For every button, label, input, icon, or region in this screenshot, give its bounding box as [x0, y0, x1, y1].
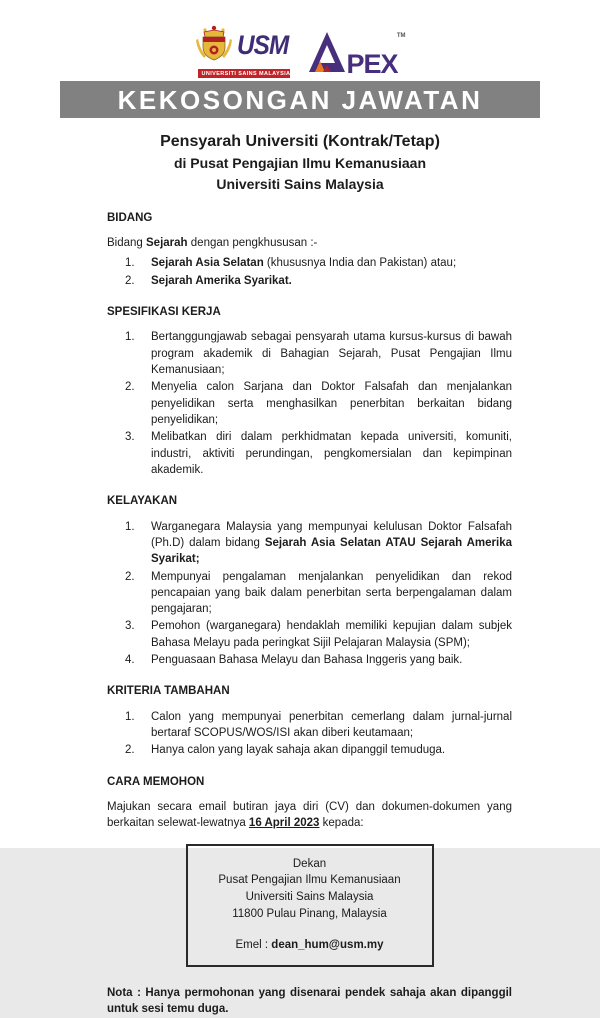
apex-trademark: TM [396, 33, 406, 39]
position-title: Pensyarah Universiti (Kontrak/Tetap) [160, 133, 440, 150]
bidang-intro-pre: Bidang [107, 236, 147, 249]
application-instructions [107, 799, 512, 832]
section-heading-bidang: BIDANG [107, 211, 153, 224]
item-text-bold: Sejarah Asia Selatan [151, 257, 264, 270]
section-heading-kelayakan: KELAYAKAN [107, 495, 178, 508]
item-text [151, 519, 512, 568]
address-box [186, 844, 434, 967]
contact-email-line [196, 937, 424, 954]
item-number: 4. [125, 654, 135, 667]
list-item [107, 273, 512, 289]
item-number: 3. [125, 431, 135, 444]
item-number: 1. [125, 520, 135, 533]
address-university: Universiti Sains Malaysia [245, 891, 374, 904]
application-deadline: 16 April 2023 [248, 817, 320, 830]
item-text: Penguasaan Bahasa Melayu dan Bahasa Inggeris yang baik. [151, 654, 463, 667]
shortlist-note: Nota : Hanya permohonan yang disenarai pendek sahaja akan dipanggil untuk sesi temu duga. [107, 987, 512, 1016]
item-number: 2. [125, 570, 135, 583]
section-heading-kriteria: KRITERIA TAMBAHAN [107, 685, 230, 698]
item-text-rest: (khususnya India dan Pakistan) atau; [263, 257, 457, 270]
item-text-pre: Warganegara Malaysia yang mempunyai kelulusan Doktor Falsafah (Ph.D) dalam bidang [151, 520, 512, 549]
item-text: Melibatkan diri dalam perkhidmatan kepada universiti, komuniti, industri, aktiviti perundingan, pengkomersialan dan kepimpinan akademik. [151, 431, 512, 476]
address-recipient: Dekan [292, 857, 327, 870]
list-item [107, 709, 512, 742]
item-text: Calon yang mempunyai penerbitan cemerlang dalam jurnal-jurnal bertaraf SCOPUS/WOS/ISI akan diberi keutamaan; [151, 710, 512, 740]
usm-crest-icon [194, 23, 234, 68]
item-text: Hanya calon yang layak sahaja akan dipanggil temuduga. [151, 744, 446, 757]
list-item [107, 329, 512, 378]
item-text: Bertanggungjawab sebagai pensyarah utama kursus-kursus di bawah program akademik di Bahagian Sejarah, Pusat Pengajian Ilmu Kemanusiaan; [151, 331, 512, 376]
kelayakan-list [107, 519, 512, 669]
list-item [107, 255, 512, 271]
university-name: Universiti Sains Malaysia [216, 175, 384, 192]
item-text: Mempunyai pengalaman menjalankan penyelidikan dan rekod pencapaian yang baik dalam penerbitan serta berpengalaman dalam pengajaran; [151, 570, 512, 616]
item-number: 1. [125, 257, 135, 270]
header-logos [0, 0, 600, 78]
list-item [107, 519, 512, 568]
document-body [0, 210, 600, 1018]
section-heading-spesifikasi: SPESIFIKASI KERJA [107, 305, 221, 318]
school-name: di Pusat Pengajian Ilmu Kemanusiaan [173, 154, 427, 171]
apex-logo [308, 31, 405, 78]
kriteria-list [107, 709, 512, 759]
bidang-intro [107, 235, 512, 251]
usm-acronym-text: USM [237, 29, 289, 60]
usm-caption: UNIVERSITI SAINS MALAYSIA [198, 69, 290, 79]
item-number: 2. [125, 381, 135, 394]
item-number: 3. [125, 620, 135, 633]
address-city: 11800 Pulau Pinang, Malaysia [232, 907, 387, 920]
list-item [107, 652, 512, 668]
instructions-pre: Majukan secara email butiran jaya diri (CV) dan dokumen-dokumen yang berkaitan selewat-lewatnya [107, 801, 512, 830]
vacancy-banner: KEKOSONGAN JAWATAN [60, 81, 540, 118]
item-text [151, 255, 512, 271]
list-item [107, 569, 512, 618]
email-label: Emel : [235, 939, 272, 952]
list-item [107, 618, 512, 651]
title-block [0, 131, 600, 195]
item-text-bold: Sejarah Asia Selatan ATAU Sejarah Amerika Syarikat; [151, 536, 512, 566]
address-school: Pusat Pengajian Ilmu Kemanusiaan [218, 874, 401, 887]
item-text [151, 273, 512, 289]
section-heading-cara-memohon: CARA MEMOHON [107, 775, 205, 788]
list-item [107, 429, 512, 478]
instructions-post: kepada: [319, 817, 364, 830]
spesifikasi-list [107, 329, 512, 478]
item-number: 1. [125, 710, 135, 723]
apex-letters: PEX [346, 49, 398, 80]
item-number: 2. [125, 274, 135, 287]
bidang-list [107, 255, 512, 289]
item-text-bold: Sejarah Amerika Syarikat. [151, 274, 292, 287]
list-item [107, 379, 512, 428]
bidang-intro-bold: Sejarah [146, 236, 188, 249]
item-text: Pemohon (warganegara) hendaklah memiliki kepujian dalam subjek Bahasa Melayu pada peringkat Sijil Pelajaran Malaysia (SPM); [151, 620, 512, 649]
item-number: 1. [125, 331, 135, 344]
apex-triangle-icon [308, 31, 346, 78]
item-text: Menyelia calon Sarjana dan Doktor Falsafah dan menjalankan penyelidikan serta menghasilkan penerbitan berkaitan bidang penyelidikan; [151, 381, 512, 426]
usm-logo [194, 23, 294, 79]
list-item [107, 742, 512, 758]
bidang-intro-post: dengan pengkhususan :- [187, 236, 318, 249]
item-number: 2. [125, 744, 135, 757]
email-address: dean_hum@usm.my [271, 939, 384, 952]
